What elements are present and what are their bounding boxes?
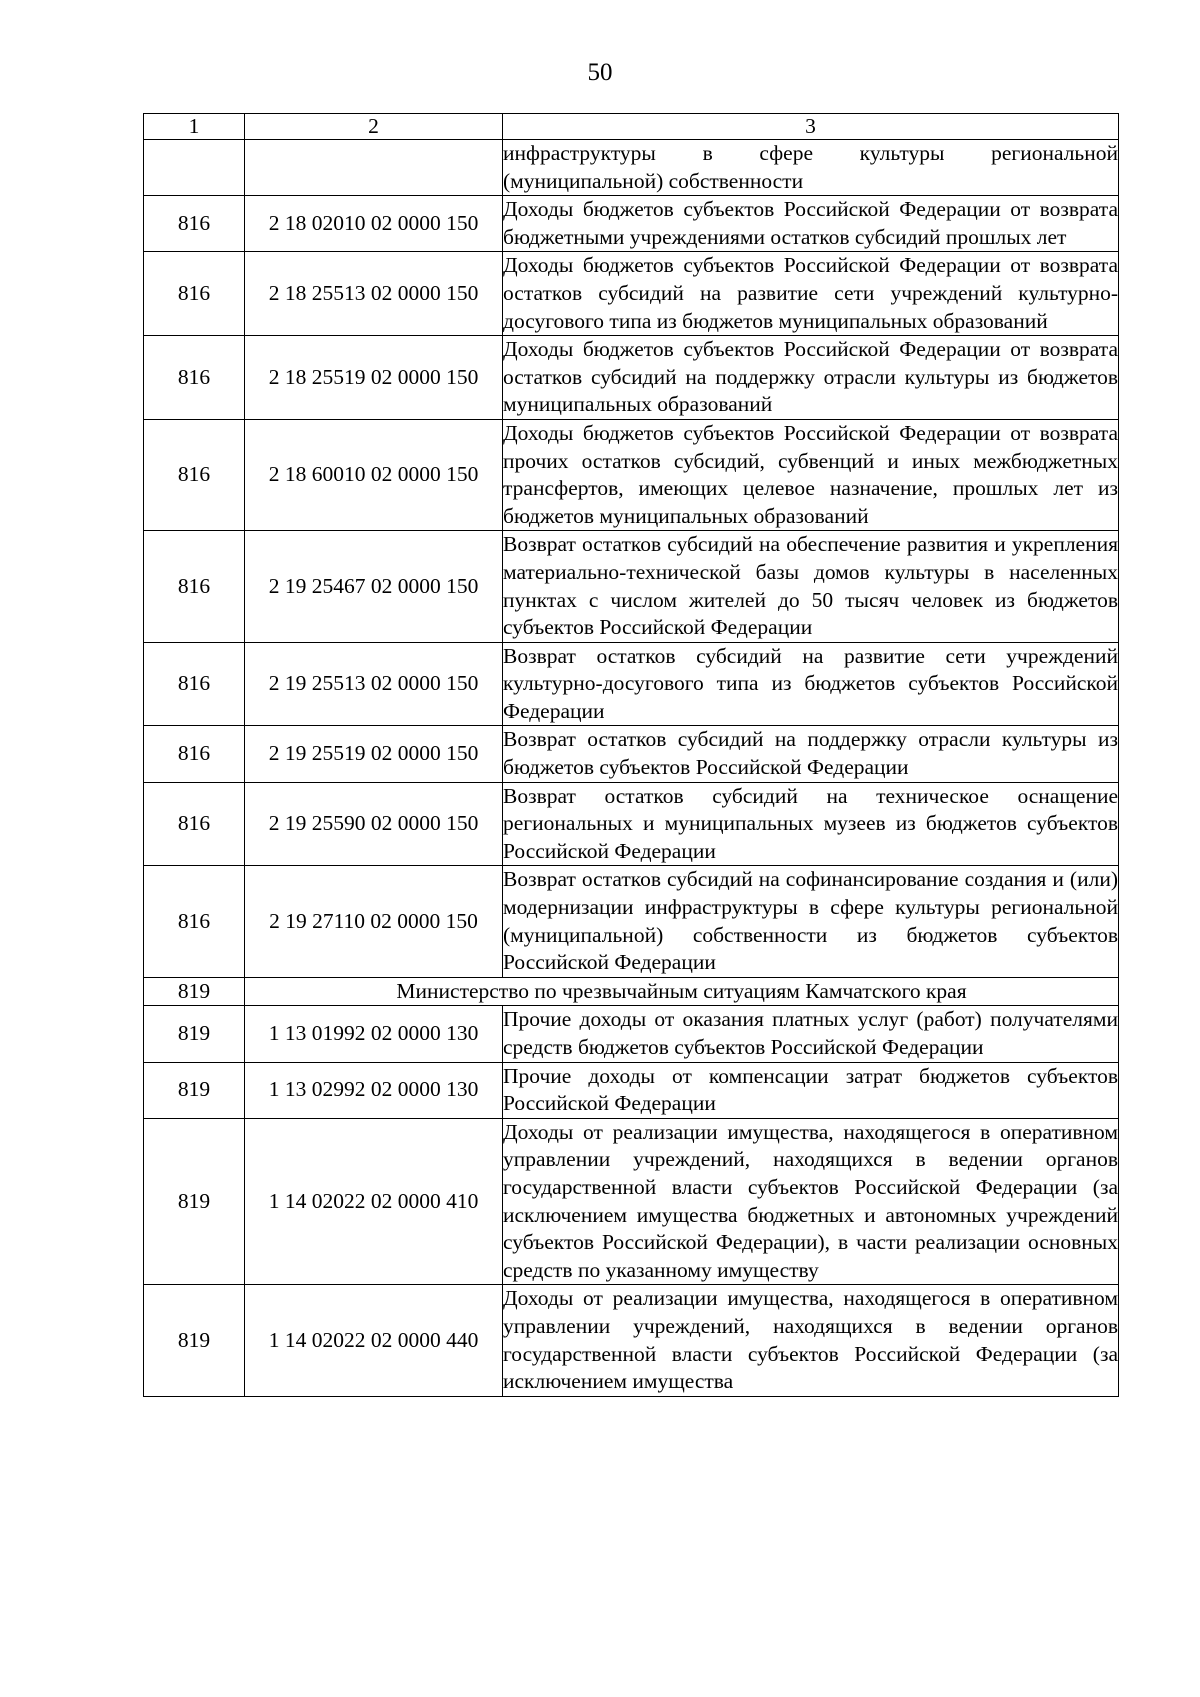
row-description: Доходы бюджетов субъектов Российской Федерации от возврата остатков субсидий на развитие сети учреждений культурно-досугового типа из бюджетов муниципальных образований <box>503 252 1119 336</box>
row-description: Возврат остатков субсидий на софинансирование создания и (или) модернизации инфраструктуры в сфере культуры региональной (муниципальной) собственности из бюджетов субъектов Российской Федерации <box>503 866 1119 977</box>
row-admin-code: 816 <box>144 196 245 252</box>
row-budget-code: 2 18 60010 02 0000 150 <box>245 419 503 530</box>
row-budget-code: 1 14 02022 02 0000 440 <box>245 1285 503 1396</box>
row-description: Возврат остатков субсидий на обеспечение развития и укрепления материально-технической базы домов культуры в населенных пунктах с числом жителей до 50 тысяч человек из бюджетов субъектов Российской Федерации <box>503 531 1119 642</box>
row-budget-code: 2 19 27110 02 0000 150 <box>245 866 503 977</box>
table-row <box>144 642 1119 726</box>
row-budget-code: 1 13 02992 02 0000 130 <box>245 1062 503 1118</box>
row-admin-code: 816 <box>144 782 245 866</box>
row-budget-code: 2 18 25519 02 0000 150 <box>245 336 503 420</box>
row-admin-code: 816 <box>144 866 245 977</box>
row-description: Возврат остатков субсидий на развитие сети учреждений культурно-досугового типа из бюджетов субъектов Российской Федерации <box>503 642 1119 726</box>
row-budget-code <box>245 140 503 196</box>
row-description: Доходы бюджетов субъектов Российской Федерации от возврата остатков субсидий на поддержку отрасли культуры из бюджетов муниципальных образований <box>503 336 1119 420</box>
table-row <box>144 1118 1119 1285</box>
row-description: Возврат остатков субсидий на техническое оснащение региональных и муниципальных музеев из бюджетов субъектов Российской Федерации <box>503 782 1119 866</box>
row-admin-code: 816 <box>144 336 245 420</box>
row-description: Возврат остатков субсидий на поддержку отрасли культуры из бюджетов субъектов Российской Федерации <box>503 726 1119 782</box>
header-col-3: 3 <box>503 114 1119 140</box>
table-row <box>144 531 1119 642</box>
row-budget-code: 2 19 25467 02 0000 150 <box>245 531 503 642</box>
row-budget-code: 1 13 01992 02 0000 130 <box>245 1006 503 1062</box>
page-number: 50 <box>587 59 613 86</box>
table-header-row <box>144 114 1119 140</box>
budget-codes-table <box>143 113 1119 1397</box>
table-row <box>144 252 1119 336</box>
row-budget-code: 2 19 25513 02 0000 150 <box>245 642 503 726</box>
row-description: Доходы от реализации имущества, находящегося в оперативном управлении учреждений, находящихся в ведении органов государственной власти субъектов Российской Федерации (за исключением имущества <box>503 1285 1119 1396</box>
table-row <box>144 1062 1119 1118</box>
row-description: Прочие доходы от компенсации затрат бюджетов субъектов Российской Федерации <box>503 1062 1119 1118</box>
table-row <box>144 866 1119 977</box>
row-admin-code: 816 <box>144 642 245 726</box>
table-row <box>144 726 1119 782</box>
table-row <box>144 1006 1119 1062</box>
row-admin-code: 816 <box>144 252 245 336</box>
table-row <box>144 196 1119 252</box>
row-admin-code: 816 <box>144 419 245 530</box>
table-row <box>144 419 1119 530</box>
section-admin-code: 819 <box>144 977 245 1006</box>
table-row <box>144 1285 1119 1396</box>
table-row <box>144 782 1119 866</box>
row-description: инфраструктуры в сфере культуры региональной (муниципальной) собственности <box>503 140 1119 196</box>
row-admin-code <box>144 140 245 196</box>
row-admin-code: 819 <box>144 1062 245 1118</box>
row-budget-code: 2 18 02010 02 0000 150 <box>245 196 503 252</box>
row-description: Доходы от реализации имущества, находящегося в оперативном управлении учреждений, находящихся в ведении органов государственной власти субъектов Российской Федерации (за исключением имущества бюджетных и автономных учреждений субъектов Российской Федерации), в части реализации основных средств по указанному имуществу <box>503 1118 1119 1285</box>
section-title: Министерство по чрезвычайным ситуациям Камчатского края <box>245 977 1119 1006</box>
row-admin-code: 819 <box>144 1006 245 1062</box>
row-admin-code: 819 <box>144 1118 245 1285</box>
table-row <box>144 336 1119 420</box>
row-description: Доходы бюджетов субъектов Российской Федерации от возврата прочих остатков субсидий, субвенций и иных межбюджетных трансфертов, имеющих целевое назначение, прошлых лет из бюджетов муниципальных образований <box>503 419 1119 530</box>
row-budget-code: 2 19 25519 02 0000 150 <box>245 726 503 782</box>
row-budget-code: 2 19 25590 02 0000 150 <box>245 782 503 866</box>
row-admin-code: 819 <box>144 1285 245 1396</box>
header-col-2: 2 <box>245 114 503 140</box>
table-row <box>144 140 1119 196</box>
row-description: Прочие доходы от оказания платных услуг (работ) получателями средств бюджетов субъектов Российской Федерации <box>503 1006 1119 1062</box>
row-admin-code: 816 <box>144 726 245 782</box>
row-description: Доходы бюджетов субъектов Российской Федерации от возврата бюджетными учреждениями остатков субсидий прошлых лет <box>503 196 1119 252</box>
row-budget-code: 1 14 02022 02 0000 410 <box>245 1118 503 1285</box>
row-admin-code: 816 <box>144 531 245 642</box>
row-budget-code: 2 18 25513 02 0000 150 <box>245 252 503 336</box>
section-header-row <box>144 977 1119 1006</box>
header-col-1: 1 <box>144 114 245 140</box>
